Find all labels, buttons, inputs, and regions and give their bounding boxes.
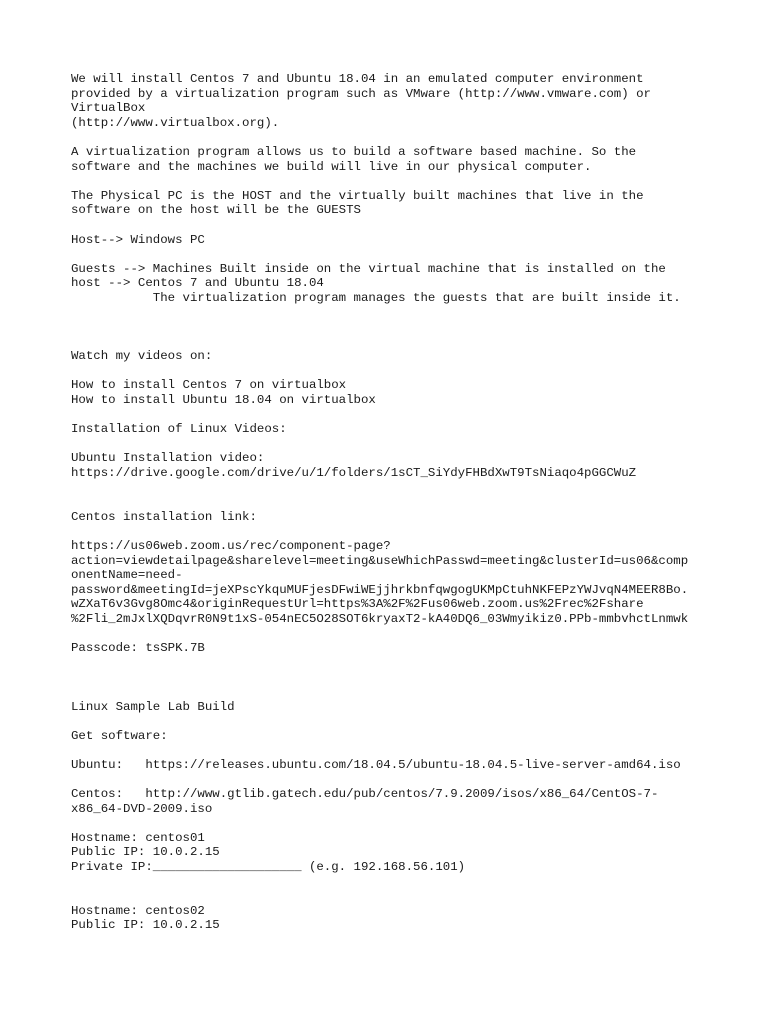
- blank-line: [71, 773, 761, 788]
- text-line: Guests --> Machines Built inside on the virtual machine that is installed on the: [71, 261, 666, 276]
- blank-line: [71, 743, 761, 758]
- text-line: We will install Centos 7 and Ubuntu 18.04 in an emulated computer environment: [71, 72, 644, 86]
- text-line: The virtualization program manages the guests that are built inside it.: [71, 290, 681, 305]
- blank-line: [71, 408, 761, 423]
- text-line: %2Fli_2mJxlXQDqvrR0N9t1xS-054nEC5O28SOT6kryaxT2-kA40DQ6_03Wmyikiz0.PPb-mmbvhctLnmwk: [71, 611, 689, 626]
- text-line: Public IP: 10.0.2.15: [71, 845, 220, 860]
- blank-line: [71, 670, 761, 685]
- text-line: Ubuntu: https://releases.ubuntu.com/18.04.5/ubuntu-18.04.5-live-server-amd64.iso: [71, 757, 681, 772]
- text-line: A virtualization program allows us to build a software based machine. So the: [71, 144, 637, 159]
- blank-line: [71, 130, 761, 145]
- text-line: VirtualBox: [71, 101, 146, 116]
- text-line: Host--> Windows PC: [71, 232, 205, 247]
- text-line: Get software:: [71, 728, 168, 743]
- text-line: software and the machines we build will live in our physical computer.: [71, 159, 592, 174]
- blank-line: [71, 306, 761, 321]
- text-line: Linux Sample Lab Build: [71, 699, 235, 714]
- text-line: Passcode: tsSPK.7B: [71, 641, 205, 656]
- text-line: How to install Ubuntu 18.04 on virtualbox: [71, 393, 376, 408]
- blank-line: [71, 335, 761, 350]
- blank-line: [71, 524, 761, 539]
- blank-line: [71, 816, 761, 831]
- blank-line: [71, 247, 761, 262]
- blank-line: [71, 875, 761, 890]
- text-line: How to install Centos 7 on virtualbox: [71, 378, 347, 393]
- text-line: https://us06web.zoom.us/rec/component-page?: [71, 539, 391, 553]
- text-line: provided by a virtualization program such as VMware (http://www.vmware.com) or: [71, 86, 651, 101]
- blank-line: [71, 495, 761, 510]
- blank-line: [71, 174, 761, 189]
- text-line: action=viewdetailpage&sharelevel=meeting&useWhichPasswd=meeting&clusterId=us06&comp: [71, 553, 689, 568]
- blank-line: [71, 218, 761, 233]
- blank-line: [71, 656, 761, 671]
- text-line: host --> Centos 7 and Ubuntu 18.04: [71, 276, 324, 291]
- text-line: Centos installation link:: [71, 509, 257, 524]
- blank-line: [71, 627, 761, 642]
- text-line: Installation of Linux Videos:: [71, 422, 287, 437]
- text-line: Watch my videos on:: [71, 349, 213, 364]
- blank-line: [71, 320, 761, 335]
- text-line: software on the host will be the GUESTS: [71, 203, 361, 218]
- text-line: Centos: http://www.gtlib.gatech.edu/pub/centos/7.9.2009/isos/x86_64/CentOS-7-: [71, 787, 659, 802]
- document-page: [71, 72, 761, 933]
- text-line: Ubuntu Installation video:: [71, 451, 265, 466]
- text-line: password&meetingId=jeXPscYkquMUFjesDFwiWEjjhrkbnfqwgogUKMpCtuhNKFEPzYWJvqN4MEER8Bo.: [71, 582, 689, 597]
- text-line: Hostname: centos02: [71, 903, 205, 918]
- text-line: Hostname: centos01: [71, 830, 205, 845]
- text-line: (http://www.virtualbox.org).: [71, 115, 280, 130]
- blank-line: [71, 889, 761, 904]
- text-line: https://drive.google.com/drive/u/1/folders/1sCT_SiYdyFHBdXwT9TsNiaqo4pGGCWuZ: [71, 466, 637, 481]
- blank-line: [71, 714, 761, 729]
- blank-line: [71, 481, 761, 496]
- text-line: x86_64-DVD-2009.iso: [71, 801, 213, 816]
- text-line: The Physical PC is the HOST and the virtually built machines that live in the: [71, 188, 644, 203]
- blank-line: [71, 437, 761, 452]
- text-line: onentName=need-: [71, 568, 183, 583]
- text-line: Public IP: 10.0.2.15: [71, 918, 220, 933]
- text-line: wZXaT6v3Gvg8Omc4&originRequestUrl=https%3A%2F%2Fus06web.zoom.us%2Frec%2Fshare: [71, 597, 644, 612]
- text-line: Private IP:____________________ (e.g. 192.168.56.101): [71, 860, 466, 875]
- blank-line: [71, 364, 761, 379]
- blank-line: [71, 685, 761, 700]
